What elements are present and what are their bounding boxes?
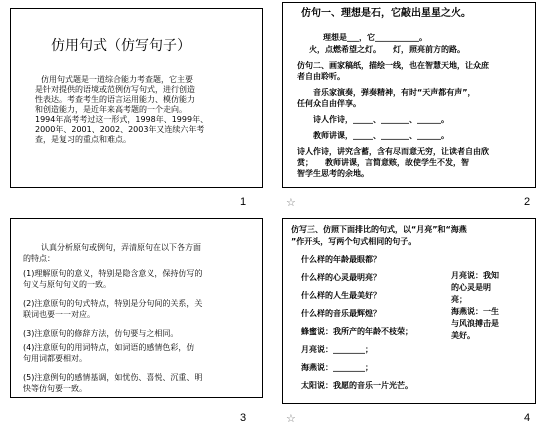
slide-4-frame	[282, 218, 536, 404]
slide-3-line: 句用词都要相对。	[23, 354, 87, 363]
slide-4-right-line: 海燕说：一生	[451, 307, 499, 316]
slide-2-block-line: 任何众自由伴享。	[297, 99, 361, 108]
slide-1	[0, 0, 272, 214]
slide-4-line: 月亮说：________；	[301, 345, 373, 354]
slide-2-block-line: 仿句二、画家稿纸，描绘一线，也在智慧天地，让众庶	[297, 61, 489, 70]
page-number: 1	[240, 196, 247, 208]
slide-4-right-line: 月亮说：我知	[451, 271, 499, 280]
slide-1-line: 是针对提供的语境或范例仿写句式，进行创造	[35, 85, 195, 94]
slide-3-line: 的特点：	[23, 254, 55, 263]
slide-4-right-line: 与风浪搏击是	[451, 319, 499, 328]
slide-3-line: 认真分析原句或例句，弄清原句在以下各方面	[41, 243, 201, 252]
slide-4-right-line: 的心灵是明	[451, 283, 491, 292]
slide-2-header: 仿句一、理想是石，它敲出星星之火。	[301, 8, 471, 19]
slide-3-line: 句义与原句句义的一致。	[23, 280, 111, 289]
slide-4-line: 什么样的年龄最眼都？	[301, 255, 381, 264]
slide-3-line: 联词也要一一对应。	[23, 310, 95, 319]
slide-2-block-line: 教师讲课，_____、_______、______。	[297, 131, 449, 140]
slide-2-block-line: 者自由聆听。	[297, 72, 345, 81]
slide-4-line: 什么样的音乐最辉煌？	[301, 309, 381, 318]
star-icon: ☆	[286, 412, 296, 425]
slide-2-line: 火，点燃希望之灯。 灯，照亮前方的路。	[309, 45, 465, 54]
slide-2-block-line: 诗人作诗，_____、_______、______。	[297, 115, 449, 124]
slide-1-title: 仿用句式（仿写句子）	[51, 38, 191, 54]
slide-1-line: 和创造能力，是近年来高考题的一个走向。	[35, 105, 187, 114]
star-icon: ☆	[286, 196, 296, 209]
slide-4-right-line: 亮；	[451, 295, 467, 304]
slide-1-line: 2000年、2001、2002、2003年又连续六年考	[35, 125, 205, 134]
slide-4-right-line: 美好。	[451, 331, 475, 340]
slide-3-line: (1)理解原句的意义，特别是隐含意义，保持仿写的	[23, 269, 203, 278]
slide-2-block-line: 音乐家演奏，弹奏精神，有时“天声都有声”，	[297, 88, 476, 97]
slide-4-line: 蜂蜜说：我所产的年龄不枝荣；	[301, 327, 413, 336]
slide-1-line: 仿用句式题是一道综合能力考查题，它主要	[41, 75, 193, 84]
page-number: 4	[524, 412, 531, 424]
slide-3-line: (5)注意例句的感情基调，如忧伤、喜悦、沉重、明	[23, 373, 203, 382]
slide-2-fill-line: 理想是___，它___________。	[323, 33, 427, 42]
slide-4-line: 太阳说：我愿的音乐一片光芒。	[301, 381, 413, 390]
slide-1-line: 性表达。考查考生的语言运用能力、模仿能力	[35, 95, 195, 104]
slide-4	[272, 214, 544, 428]
slide-2-block-line: 赏； 教师讲课，言简意赅，故使学生不发，智	[297, 158, 469, 167]
slide-4-header: ”作开头，写两个句式相同的句子。	[291, 237, 417, 246]
slide-3-line: (4)注意原句的用词特点，如词语的感情色彩，仿	[23, 343, 195, 352]
slide-1-frame	[10, 8, 263, 188]
slide-3-line: (2)注意原句的句式特点，特别是分句间的关系，关	[23, 299, 203, 308]
slide-3	[0, 214, 272, 428]
slide-4-line: 什么样的人生最美好？	[301, 291, 381, 300]
slide-2-frame	[282, 2, 536, 188]
slide-1-line: 1994年高考考过这一形式，1998年、1999年、	[35, 115, 209, 124]
slide-1-line: 查，是复习的重点和难点。	[35, 135, 131, 144]
slide-3-line: (3)注意原句的修辞方法，仿句要与之相同。	[23, 329, 179, 338]
page-number: 3	[240, 412, 247, 424]
slide-2	[272, 0, 544, 214]
slide-4-line: 海燕说：________；	[301, 363, 373, 372]
slide-3-line: 快等仿句要一致。	[23, 384, 87, 393]
slide-2-block-line: 智学生思考的余地。	[297, 169, 369, 178]
slide-2-block-line: 诗人作诗，讲究含蓄，含有尽而意无穷，让读者自由欣	[297, 147, 489, 156]
slide-4-header: 仿写三、仿照下面排比的句式，以“月亮”和“海燕	[291, 225, 467, 234]
slide-3-frame	[10, 218, 263, 398]
page-number: 2	[524, 196, 531, 208]
slide-4-line: 什么样的心灵最明亮？	[301, 273, 381, 282]
